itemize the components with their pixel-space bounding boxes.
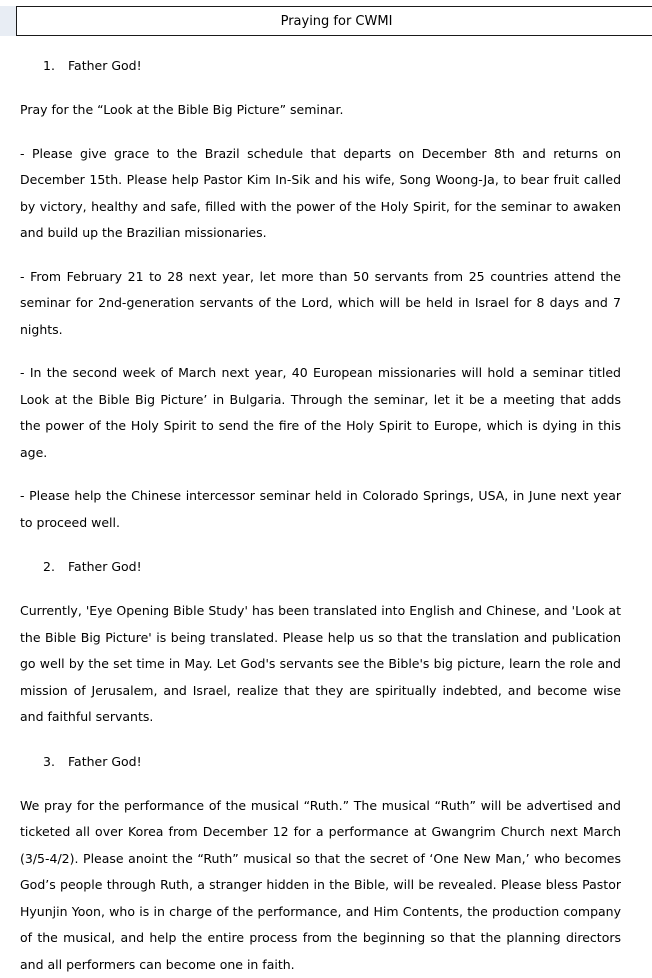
section-1-heading (20, 52, 621, 80)
section-2-number: 2. (43, 553, 68, 581)
document-title: Praying for CWMI (16, 6, 652, 36)
title-bar-accent (0, 6, 16, 36)
section-1-paragraph-4: - In the second week of March next year, 40 European missionaries will hold a seminar titled Look at the Bible Big Picture’ in Bulgaria. Through the seminar, let it be a meeting that adds the power of the Holy Spirit to send the fire of the Holy Spirit to Europe, which is dying in this age. (20, 360, 621, 466)
section-1-paragraph-1: Pray for the “Look at the Bible Big Picture” seminar. (20, 97, 621, 124)
section-3-number: 3. (43, 748, 68, 776)
section-3-heading (20, 748, 621, 776)
section-2-title: Father God! (68, 559, 142, 574)
section-1-paragraph-2: - Please give grace to the Brazil schedule that departs on December 8th and returns on December 15th. Please help Pastor Kim In-Sik and his wife, Song Woong-Ja, to bear fruit called by victory, healthy and safe, filled with the power of the Holy Spirit, for the seminar to awaken and build up the Brazilian missionaries. (20, 141, 621, 247)
section-1-paragraph-5: - Please help the Chinese intercessor seminar held in Colorado Springs, USA, in June next year to proceed well. (20, 483, 621, 536)
section-3-title: Father God! (68, 754, 142, 769)
section-2-heading (20, 553, 621, 581)
section-1-number: 1. (43, 52, 68, 80)
section-3-paragraph-1: We pray for the performance of the musical “Ruth.” The musical “Ruth” will be advertised and ticketed all over Korea from December 12 for a performance at Gwangrim Church next March (3/5-4/2). Please anoint the “Ruth” musical so that the secret of ‘One New Man,’ who becomes God’s people through Ruth, a stranger hidden in the Bible, will be revealed. Please bless Pastor Hyunjin Yoon, who is in charge of the performance, and Him Contents, the production company of the musical, and help the entire process from the beginning so that the planning directors and all performers can become one in faith. (20, 793, 621, 978)
section-2-paragraph-1: Currently, 'Eye Opening Bible Study' has been translated into English and Chinese, and 'Look at the Bible Big Picture' is being translated. Please help us so that the translation and publication go well by the set time in May. Let God's servants see the Bible's big picture, learn the role and mission of Jerusalem, and Israel, realize that they are spiritually indebted, and become wise and faithful servants. (20, 598, 621, 731)
section-1-paragraph-3: - From February 21 to 28 next year, let more than 50 servants from 25 countries attend the seminar for 2nd-generation servants of the Lord, which will be held in Israel for 8 days and 7 nights. (20, 264, 621, 344)
document-body (20, 52, 621, 978)
section-1-title: Father God! (68, 58, 142, 73)
